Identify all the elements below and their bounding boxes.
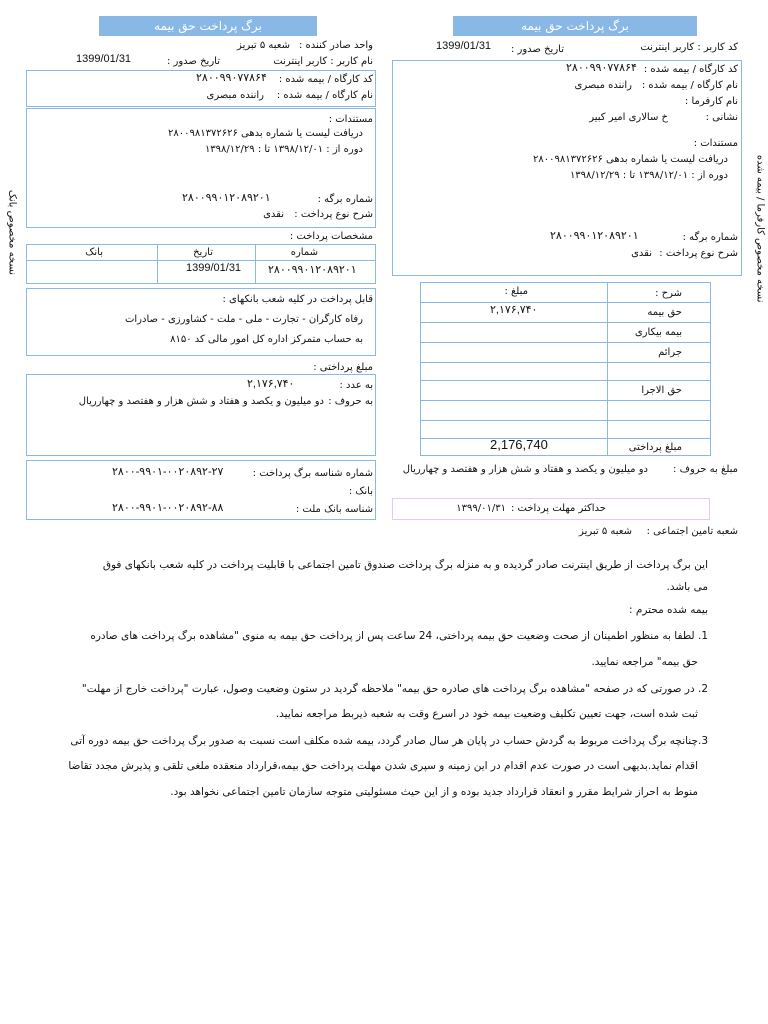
- left-workshop-code-value: ۲۸۰۰۹۹۰۷۷۸۶۴: [196, 72, 267, 84]
- table-divider: [420, 438, 711, 439]
- table-row-desc: حق الاجرا: [641, 385, 682, 396]
- payment-specs-label: مشخصات پرداخت :: [289, 231, 373, 242]
- left-side-label: نسخه مخصوص بانک: [6, 189, 18, 276]
- left-workshop-name-value: راننده مبصری: [206, 90, 264, 101]
- table-total-value: 2,176,740: [490, 437, 548, 452]
- table-divider: [420, 420, 711, 421]
- employer-label: نام کارفرما :: [684, 96, 738, 107]
- right-docs-line1: دریافت لیست یا شماره بدهی ۲۸۰۰۹۸۱۳۷۲۶۲۶: [533, 154, 728, 165]
- table-header-amount: مبلغ :: [504, 286, 528, 297]
- amount-num-label: به عدد :: [339, 380, 373, 391]
- table-divider: [420, 400, 711, 401]
- notes-item2-line2: ثبت شده است، جهت تعیین تکلیف وضعیت بیمه خود در اسرع وقت به شعبه ذیربط مراجعه نمایید.: [275, 708, 698, 720]
- left-docs-label: مستندات :: [328, 114, 373, 125]
- right-docs-line2: دوره از : ۱۳۹۸/۱۲/۰۱ تا : ۱۳۹۸/۱۲/۲۹: [569, 170, 728, 181]
- table-divider: [420, 380, 711, 381]
- right-amount-words-value: دو میلیون و یکصد و هفتاد و شش هزار و هفتصد و چهارریال: [402, 464, 648, 475]
- right-docs-label: مستندات :: [693, 138, 738, 149]
- left-date-value: 1399/01/31: [76, 53, 132, 65]
- right-workshop-code-value: ۲۸۰۰۹۹۰۷۷۸۶۴: [566, 62, 637, 74]
- table-row-amount: ۲,۱۷۶,۷۴۰: [490, 304, 538, 316]
- specs-header-bank: بانک: [85, 247, 103, 258]
- issuer-value: شعبه ۵ تبریز: [237, 40, 290, 51]
- left-workshop-code-label: کد کارگاه / بیمه شده :: [278, 74, 373, 85]
- left-date-label: تاریخ صدور :: [166, 56, 220, 67]
- banks-line3: به حساب متمرکز اداره کل امور مالی کد ۸۱۵۰: [170, 334, 363, 345]
- notes-intro-line1: این برگ پرداخت از طریق اینترنت صادر گردیده و به منزله برگ پرداخت صندوق تامین اجتماعی با قابلیت پرداخت در کلیه شعب بانکهای فوق: [102, 559, 708, 571]
- notes-salutation: بیمه شده محترم :: [628, 604, 708, 616]
- specs-header-number: شماره: [290, 247, 318, 258]
- specs-cell-number: ۲۸۰۰۹۹۰۱۲۰۸۹۲۰۱: [268, 264, 357, 276]
- table-divider: [420, 342, 711, 343]
- right-date-label: تاریخ صدور :: [510, 44, 564, 55]
- right-amount-words-label: مبلغ به حروف :: [673, 464, 738, 475]
- left-slip-title: برگ پرداخت حق بیمه: [99, 16, 317, 36]
- left-amount-box: [26, 374, 376, 456]
- left-slip-no-value: ۲۸۰۰۹۹۰۱۲۰۸۹۲۰۱: [182, 192, 271, 204]
- notes-item2-line1: 2. در صورتی که در صفحه "مشاهده برگ پرداخت های صادره حق بیمه" ملاحظه گردید در ستون وضعیت وصول، عبارت "پرداخت خارج از مهلت": [81, 683, 708, 695]
- payment-id-value: ۲۸۰۰-۹۹۰۱-۰۰۲۰۸۹۲-۲۷: [112, 466, 224, 478]
- right-workshop-name-value: راننده مبصری: [574, 80, 632, 91]
- left-docs-line2: دوره از : ۱۳۹۸/۱۲/۰۱ تا : ۱۳۹۸/۱۲/۲۹: [204, 144, 363, 155]
- address-label: نشانی :: [705, 112, 738, 123]
- table-divider: [607, 282, 608, 456]
- amount-words-label: به حروف :: [328, 396, 373, 407]
- table-row-desc: بیمه بیکاری: [634, 327, 682, 338]
- mellat-id-value: ۲۸۰۰-۹۹۰۱-۰۰۲۰۸۹۲-۸۸: [112, 502, 224, 514]
- banks-line1: قابل پرداخت در کلیه شعب بانکهای :: [222, 294, 373, 305]
- specs-cell-date: 1399/01/31: [186, 262, 242, 274]
- right-workshop-name-label: نام کارگاه / بیمه شده :: [641, 80, 738, 91]
- banks-line2: رفاه کارگران - تجارت - ملی - ملت - کشاورزی - صادرات: [124, 314, 363, 325]
- right-slip-no-value: ۲۸۰۰۹۹۰۱۲۰۸۹۲۰۱: [550, 230, 639, 242]
- left-slip-no-label: شماره برگه :: [317, 194, 373, 205]
- table-header-desc: شرح :: [655, 288, 682, 299]
- bank-label: بانک :: [348, 486, 373, 497]
- notes-item3-line1: 3.چنانچه برگ پرداخت مربوط به گردش حساب در پایان هر سال صادر گردد، بیمه شده مکلف است نسبت به صدور برگ پرداخت حق بیمه دوره آتی: [70, 735, 708, 747]
- right-slip-title: برگ پرداخت حق بیمه: [453, 16, 697, 36]
- right-workshop-code-label: کد کارگاه / بیمه شده :: [643, 64, 738, 75]
- right-pay-type-value: نقدی: [631, 248, 652, 259]
- amount-words-value: دو میلیون و یکصد و هفتاد و شش هزار و هفتصد و چهارریال: [78, 396, 324, 407]
- table-row-desc: حق بیمه: [647, 307, 682, 318]
- right-date-value: 1399/01/31: [436, 40, 492, 52]
- left-workshop-name-label: نام کارگاه / بیمه شده :: [276, 90, 373, 101]
- user-code-label: کد کاربر : کاربر اینترنت: [640, 42, 738, 53]
- notes-item3-line3: منوط به احراز شرایط مقرر و انعقاد قرارداد جدید بوده و از این حیث مسئولیتی متوجه سازمان تامین اجتماعی نخواهد بود.: [170, 786, 698, 798]
- right-slip-no-label: شماره برگه :: [682, 232, 738, 243]
- right-pay-type-label: شرح نوع پرداخت :: [659, 248, 738, 259]
- right-side-label: نسخه مخصوص کارفرما / بیمه شده: [754, 154, 766, 303]
- table-divider: [157, 244, 158, 284]
- table-divider: [420, 322, 711, 323]
- branch-label: شعبه تامین اجتماعی :: [646, 526, 738, 537]
- left-pay-type-value: نقدی: [263, 209, 284, 220]
- amount-num-value: ۲,۱۷۶,۷۴۰: [247, 378, 295, 390]
- specs-header-date: تاریخ: [193, 247, 213, 258]
- address-value: خ سالاری امیر کبیر: [589, 112, 668, 123]
- notes-item1-line2: حق بیمه" مراجعه نمایید.: [591, 656, 698, 668]
- notes-intro-line2: می باشد.: [666, 581, 708, 593]
- notes-item1-line1: 1. لطفا به منظور اطمینان از صحت وضعیت حق بیمه پرداختی، 24 ساعت پس از پرداخت حق بیمه به منوی "مشاهده برگ پرداخت های صادره: [90, 630, 708, 642]
- table-row-desc: جرائم: [658, 347, 682, 358]
- mellat-id-label: شناسه بانک ملت :: [295, 504, 373, 515]
- branch-value: شعبه ۵ تبریز: [579, 526, 632, 537]
- payment-id-label: شماره شناسه برگ پرداخت :: [252, 468, 373, 479]
- deadline-label: حداکثر مهلت پرداخت :: [510, 503, 606, 514]
- left-pay-type-label: شرح نوع پرداخت :: [294, 209, 373, 220]
- left-docs-line1: دریافت لیست یا شماره بدهی ۲۸۰۰۹۸۱۳۷۲۶۲۶: [168, 128, 363, 139]
- left-amount-header: مبلغ پرداختی :: [313, 362, 373, 373]
- table-divider: [26, 260, 376, 261]
- deadline-value: ۱۳۹۹/۰۱/۳۱: [456, 503, 506, 514]
- table-total-label: مبلغ پرداختی: [628, 442, 682, 453]
- user-label: نام کاربر : کاربر اینترنت: [273, 56, 373, 67]
- issuer-label: واحد صادر کننده :: [298, 40, 373, 51]
- table-divider: [420, 302, 711, 303]
- table-divider: [420, 362, 711, 363]
- table-divider: [255, 244, 256, 284]
- notes-item3-line2: اقدام نماید.بدیهی است در صورت عدم اقدام در این زمینه و سپری شدن مهلت پرداخت حق بیمه،قرارداد منعقده ملغی تلقی و پذیرش مجدد تقاضا: [68, 760, 698, 772]
